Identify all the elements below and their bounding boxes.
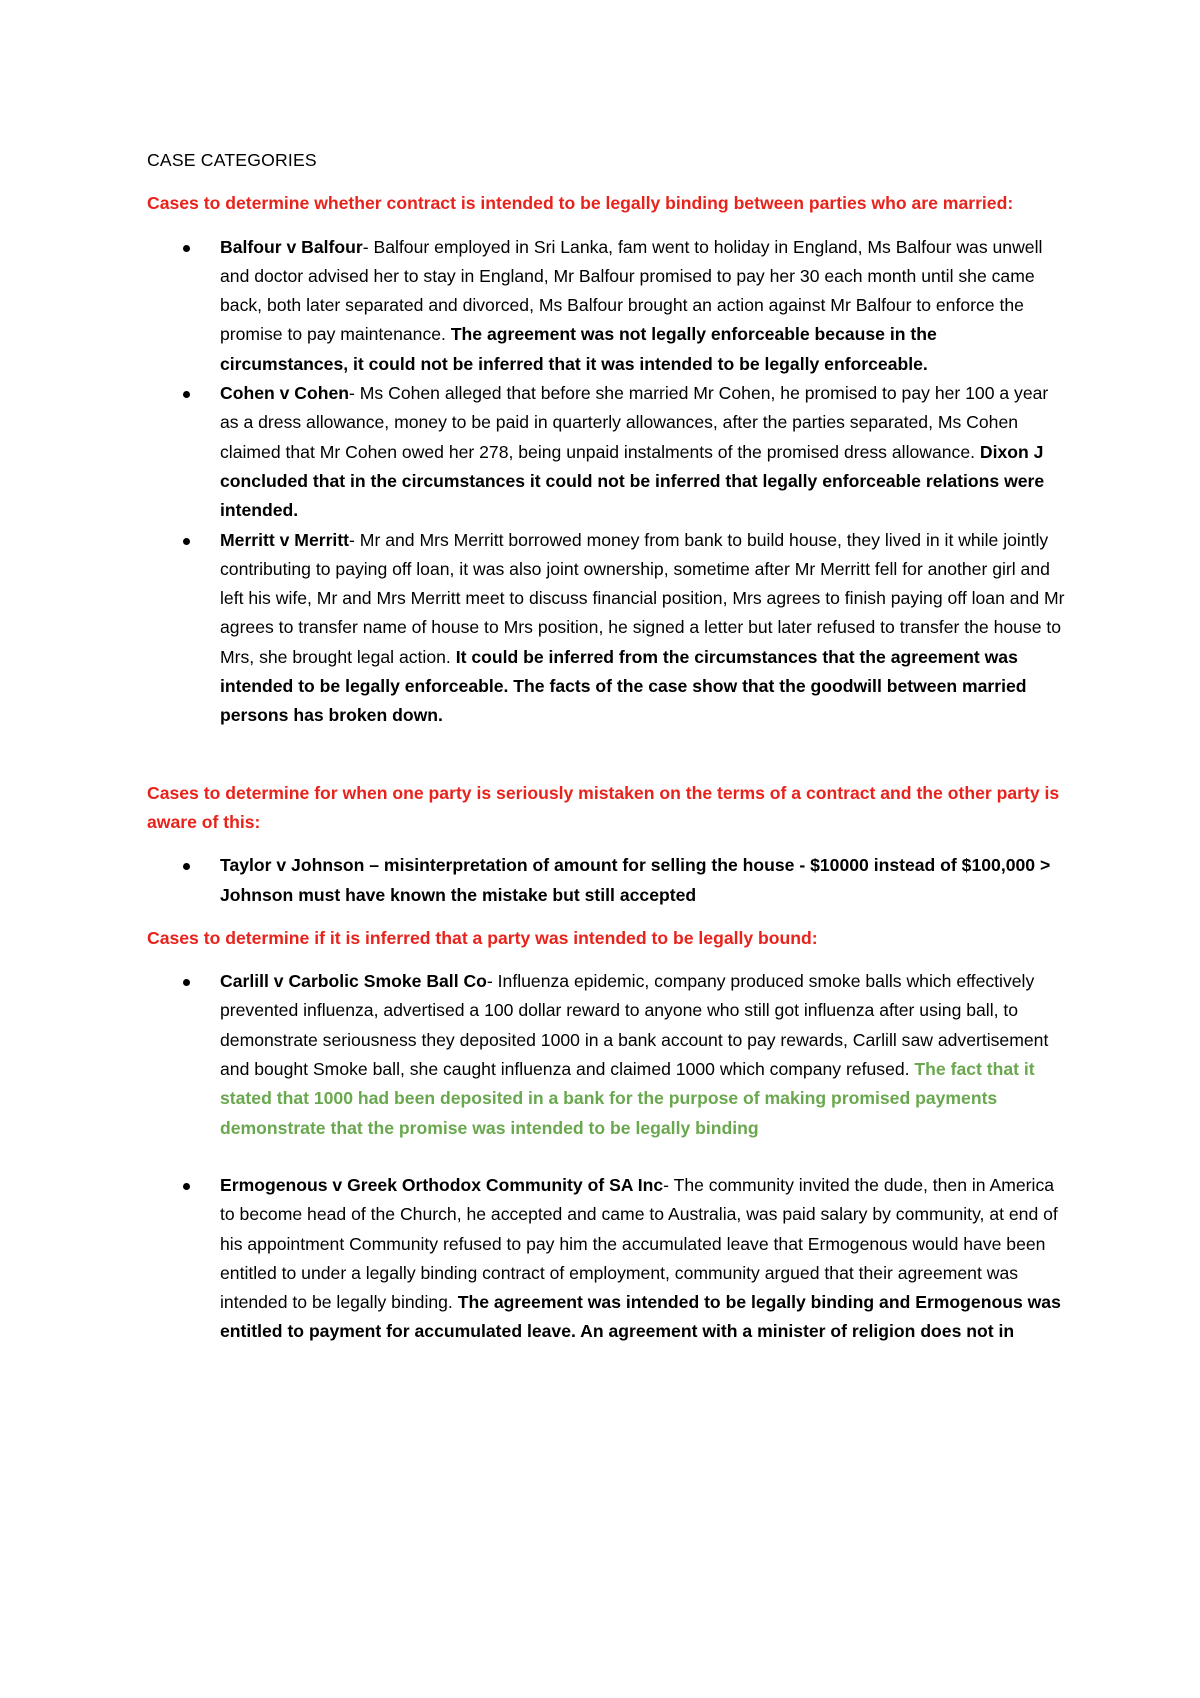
bullet-icon xyxy=(183,245,190,252)
case-list-inferred-continued xyxy=(147,1171,1067,1347)
case-taylor xyxy=(147,851,1067,910)
document-title: CASE CATEGORIES xyxy=(147,150,317,170)
case-list-married xyxy=(147,233,1067,731)
case-list-inferred xyxy=(147,967,1067,1143)
case-carlill xyxy=(147,967,1067,1143)
case-facts: - Ms Cohen alleged that before she married Mr Cohen, he promised to pay her 100 a year as a dress allowance, money to be paid in quarterly allowances, after the parties separated, Ms Cohen claimed that Mr Cohen owed her 278, being unpaid instalments of the promised dress allowance. xyxy=(220,383,1049,462)
case-name: Ermogenous v Greek Orthodox Community of SA Inc xyxy=(220,1174,664,1195)
case-facts: - Influenza epidemic, company produced smoke balls which effectively prevented influenza, advertised a 100 dollar reward to anyone who still got influenza after using ball, to demonstrate seriousness they deposited 1000 in a bank account to pay rewards, Carlill saw advertisement and bought Smoke ball, she caught influenza and claimed 1000 which company refused. xyxy=(220,971,1049,1080)
bullet-icon xyxy=(183,1183,190,1190)
bullet-icon xyxy=(183,538,190,545)
case-name: Taylor v Johnson xyxy=(220,855,365,876)
section-heading-mistake: Cases to determine for when one party is seriously mistaken on the terms of a contract and the other party is aware of this: xyxy=(147,782,1060,832)
case-facts: - Mr and Mrs Merritt borrowed money from bank to build house, they lived in it while jointly contributing to paying off loan, it was also joint ownership, sometime after Mr Merritt fell for another girl and left his wife, Mr and Mrs Merritt meet to discuss financial position, Mrs agrees to finish paying off loan and Mr agrees to transfer name of house to Mrs position, he signed a letter but later refused to transfer the house to Mrs, she brought legal action. xyxy=(220,529,1065,667)
document-body xyxy=(147,146,1067,1347)
case-holding: Dixon J concluded that in the circumstances it could not be inferred that legally enforceable relations were intended. xyxy=(220,441,1045,521)
case-facts: - Balfour employed in Sri Lanka, fam went to holiday in England, Ms Balfour was unwell and doctor advised her to stay in England, Mr Balfour promised to pay her 30 each month until she came back, both later separated and divorced, Ms Balfour brought an action against Mr Balfour to enforce the promise to pay maintenance. xyxy=(220,236,1043,345)
case-facts: - The community invited the dude, then in America to become head of the Church, he accepted and came to Australia, was paid salary by community, at end of his appointment Community refused to pay him the accumulated leave that Ermogenous would have been entitled to under a legally binding contract of employment, community argued that their agreement was intended to be legally binding. xyxy=(220,1174,1058,1313)
bullet-icon xyxy=(183,979,190,986)
case-holding: It could be inferred from the circumstances that the agreement was intended to be legally enforceable. The facts of the case show that the goodwill between married persons has broken down. xyxy=(220,646,1027,726)
case-holding: The agreement was intended to be legally binding and Ermogenous was entitled to payment for accumulated leave. An agreement with a minister of religion does not in xyxy=(220,1292,1061,1342)
case-name: Merritt v Merritt xyxy=(220,529,350,550)
case-holding: The agreement was not legally enforceable because in the circumstances, it could not be inferred that it was intended to be legally enforceable. xyxy=(220,324,937,374)
case-finding: The fact that it stated that 1000 had been deposited in a bank for the purpose of making promised payments demonstrate that the promise was intended to be legally binding xyxy=(220,1059,1035,1138)
case-name: Balfour v Balfour xyxy=(220,236,363,257)
case-summary: – misinterpretation of amount for selling the house - $10000 instead of $100,000 > Johnson must have known the mistake but still accepted xyxy=(220,855,1051,905)
section-heading-inferred: Cases to determine if it is inferred that a party was intended to be legally bound: xyxy=(147,927,818,948)
case-balfour xyxy=(147,233,1067,379)
case-cohen xyxy=(147,379,1067,525)
bullet-icon xyxy=(183,391,190,398)
case-list-mistake xyxy=(147,851,1067,910)
bullet-icon xyxy=(183,863,190,870)
case-name: Carlill v Carbolic Smoke Ball Co xyxy=(220,971,487,992)
section-heading-married: Cases to determine whether contract is intended to be legally binding between parties who are married: xyxy=(147,193,1014,214)
case-merritt xyxy=(147,526,1067,731)
case-ermogenous xyxy=(147,1171,1067,1347)
case-name: Cohen v Cohen xyxy=(220,383,350,404)
